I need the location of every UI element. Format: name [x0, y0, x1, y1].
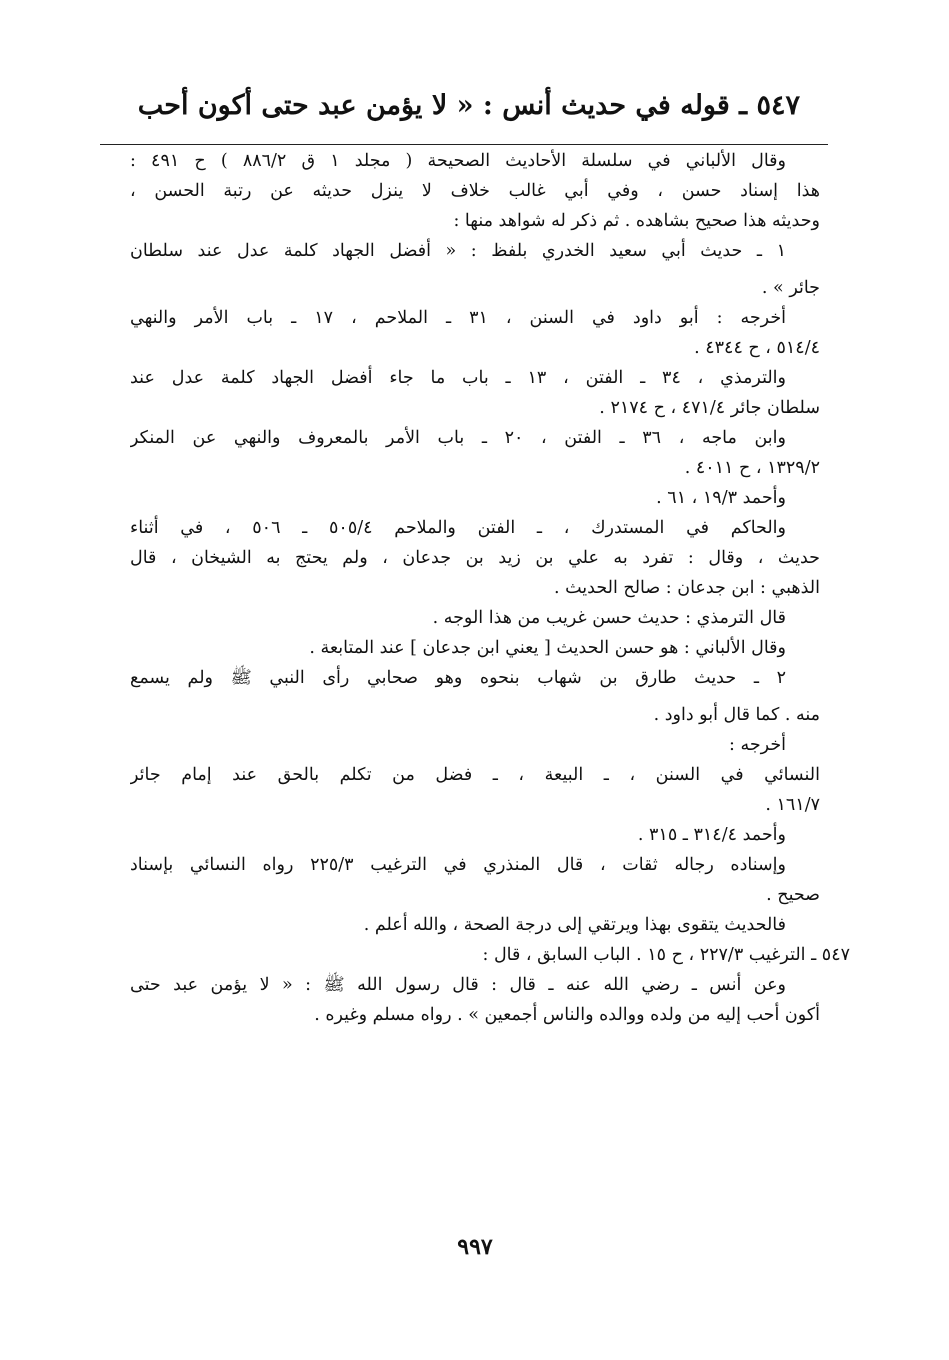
text-line: النسائي في السنن ، ـ البيعة ، ـ فضل من تكلم بالحق عند إمام جائر	[130, 765, 820, 785]
text-line: هذا إسناد حسن ، وفي أبي غالب خلاف لا ينزل حديثه عن رتبة الحسن ،	[130, 181, 820, 201]
text-line: ١٣٢٩/٢ ، ح ٤٠١١ .	[684, 458, 820, 478]
text-line: والترمذي ، ٣٤ ـ الفتن ، ١٣ ـ باب ما جاء أفضل الجهاد كلمة عدل عند	[130, 368, 786, 388]
text-line: وابن ماجه ، ٣٦ ـ الفتن ، ٢٠ ـ باب الأمر بالمعروف والنهي عن المنكر	[130, 428, 786, 448]
text-line: صحيح .	[766, 885, 820, 905]
text-line: ٢ ـ حديث طارق بن شهاب بنحوه وهو صحابي رأى النبي ﷺ ولم يسمع	[130, 668, 786, 688]
text-line: وعن أنس ـ رضي الله عنه ـ قال : قال رسول الله ﷺ : « لا يؤمن عبد حتى	[130, 975, 786, 995]
text-line: وأحمد ٣١٤/٤ ـ ٣١٥ .	[637, 825, 786, 845]
text-line: أخرجه :	[729, 735, 786, 755]
text-line: وقال الألباني : هو حسن الحديث [ يعني ابن جدعان ] عند المتابعة .	[309, 638, 786, 658]
text-line: حديث ، وقال : تفرد به علي بن زيد بن جدعان ، ولم يحتج به الشيخان ، قال	[130, 548, 820, 568]
text-line: أكون أحب إليه من ولده ووالده والناس أجمعين » . رواه مسلم وغيره .	[314, 1005, 820, 1025]
text-line: ١ ـ حديث أبي سعيد الخدري بلفظ : « أفضل الجهاد كلمة عدل عند سلطان	[130, 241, 786, 261]
text-line: وإسناده رجاله ثقات ، قال المنذري في الترغيب ٢٢٥/٣ رواه النسائي بإسناد	[130, 855, 786, 875]
text-line: جائر » .	[761, 278, 820, 298]
text-line: سلطان جائر ٤٧١/٤ ، ح ٢١٧٤ .	[599, 398, 820, 418]
text-line: وأحمد ١٩/٣ ، ٦١ .	[656, 488, 786, 508]
text-line: فالحديث يتقوى بهذا ويرتقي إلى درجة الصحة ، والله أعلم .	[363, 915, 786, 935]
text-line: قال الترمذي : حديث حسن غريب من هذا الوجه .	[432, 608, 786, 628]
page-number: ٩٩٧	[457, 1234, 493, 1260]
text-line: والحاكم في المستدرك ، ـ الفتن والملاحم ٥٠٥/٤ ـ ٥٠٦ ، في أثناء	[130, 518, 786, 538]
commentary-body	[130, 146, 850, 1030]
text-line: أخرجه : أبو داود في السنن ، ٣١ ـ الملاحم ، ١٧ ـ باب الأمر والنهي	[130, 308, 786, 328]
text-line: ٥١٤/٤ ، ح ٤٣٤٤ .	[694, 338, 820, 358]
text-line: الذهبي : ابن جدعان : صالح الحديث .	[553, 578, 820, 598]
text-line: وقال الألباني في سلسلة الأحاديث الصحيحة ( مجلد ١ ق ٨٨٦/٢ ) ح ٤٩١ :	[130, 151, 786, 171]
text-line: منه . كما قال أبو داود .	[653, 705, 820, 725]
heading-divider	[100, 144, 828, 145]
text-line: وحديثه هذا صحيح بشاهده . ثم ذكر له شواهد منها :	[453, 211, 820, 231]
text-line: ١٦١/٧ .	[765, 795, 820, 815]
hadith-heading: ٥٤٧ ـ قوله في حديث أنس : « لا يؤمن عبد حتى أكون أحب	[137, 90, 800, 121]
source-reference-line: ٥٤٧ ـ الترغيب ٢٢٧/٣ ، ح ١٥ . الباب السابق ، قال :	[482, 945, 850, 965]
